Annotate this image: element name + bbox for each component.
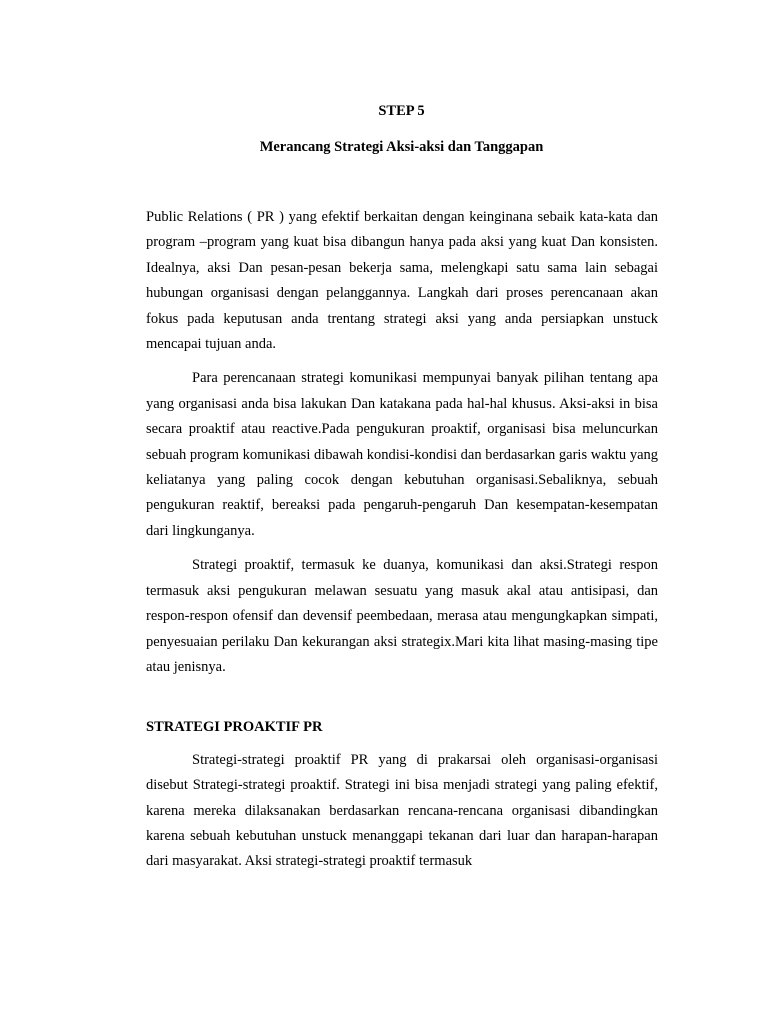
document-subtitle: Merancang Strategi Aksi-aksi dan Tanggapan — [259, 139, 544, 155]
paragraph-section: Strategi-strategi proaktif PR yang di prakarsai oleh organisasi-organisasi disebut Strategi-strategi proaktif. Strategi ini bisa menjadi strategi yang paling efektif, karena mereka dilaksanakan berdasarkan rencana-rencana organisasi dibandingkan karena sebuah kebutuhan unstuck menanggapi tekanan dari luar dan harapan-harapan dari masyarakat. Aksi strategi-strategi proaktif termasuk — [146, 751, 658, 870]
step-title: STEP 5 — [378, 103, 425, 119]
paragraph-intro: Public Relations ( PR ) yang efektif berkaitan dengan keinginana sebaik kata-kata dan program –program yang kuat bisa dibangun hanya pada aksi yang kuat Dan konsisten. Idealnya, aksi Dan pesan-pesan bekerja sama, melengkapi satu sama lain sebagai hubungan organisasi dengan pelanggannya. Langkah dari proses perencanaan akan fokus pada keputusan anda trentang strategi aksi yang anda persiapkan unstuck mencapai tujuan anda. — [146, 209, 658, 353]
section-heading: STRATEGI PROAKTIF PR — [146, 719, 323, 736]
paragraph-proactive: Strategi proaktif, termasuk ke duanya, komunikasi dan aksi.Strategi respon termasuk aksi pengukuran melawan sesuatu yang masuk akal atau antisipasi, dan respon-respon ofensif dan devensif peembedaan, merasa atau mengungkapkan simpati, penyesuaian perilaku Dan kekurangan aksi strategix.Mari kita lihat masing-masing tipe atau jenisnya. — [146, 557, 658, 675]
paragraph-planning: Para perencanaan strategi komunikasi mempunyai banyak pilihan tentang apa yang organisasi anda bisa lakukan Dan katakana pada hal-hal khusus. Aksi-aksi in bisa secara proaktif atau reactive.Pada pengukuran proaktif, organisasi bisa meluncurkan sebuah program komunikasi dibawah kondisi-kondisi dan berdasarkan garis waktu yang keliatanya yang paling cocok dengan kebutuhan organisasi.Sebaliknya, sebuah pengukuran reaktif, bereaksi pada pengaruh-pengaruh Dan kesempatan-kesempatan dari lingkunganya. — [146, 370, 658, 539]
document-body — [146, 205, 658, 875]
